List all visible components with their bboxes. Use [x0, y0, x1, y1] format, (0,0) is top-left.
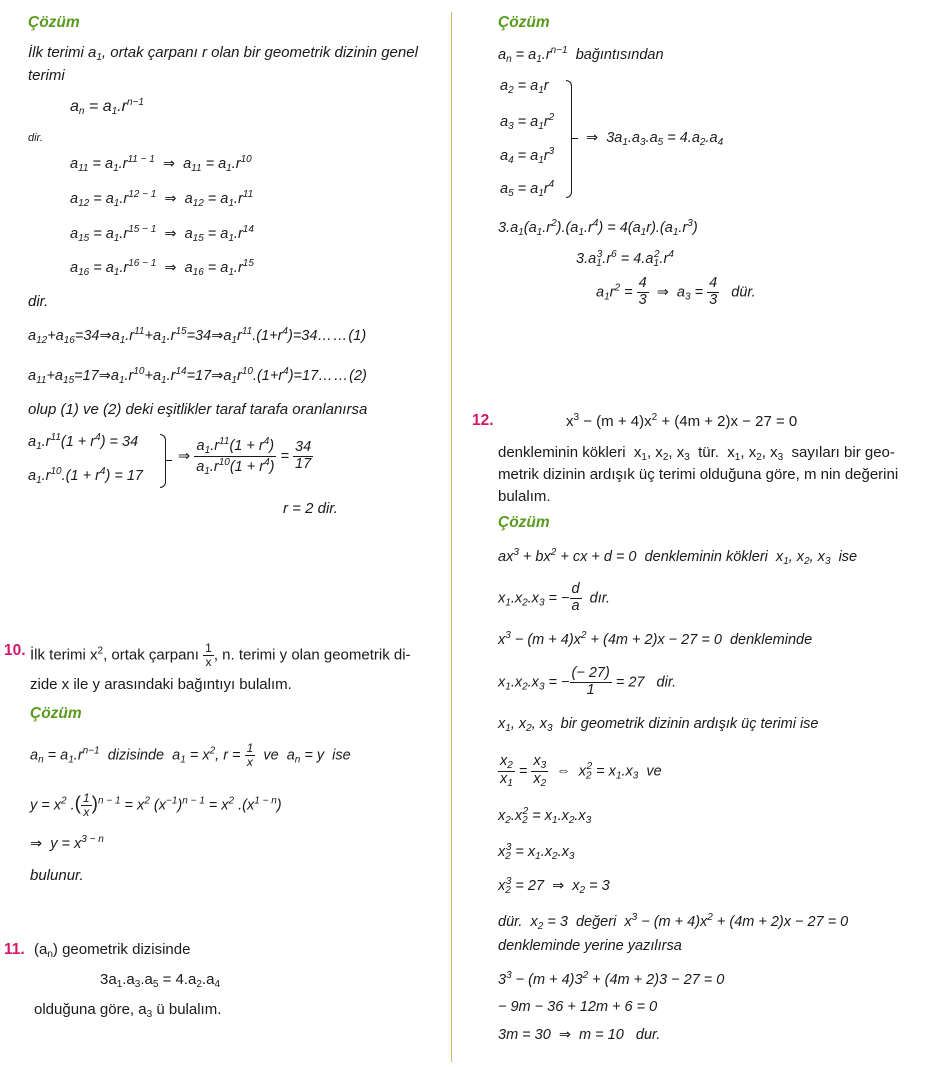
q12-step-3: $x^3 - (m + 4)x^2 + (4m + 2)x - 27 = 0$ denkleminde [498, 630, 813, 648]
sum-equation-1: $a_{12}+a_{16}=34\Rightarrow a_1.r^{11}+a_1.r^{15}=34\Rightarrow a_1r^{11}.(1+r^4)=34\dots\dots(1)$ [28, 326, 367, 346]
equation-a12: $a_{12} = a_1.r^{12 - 1}$ ⇒ $a_{12} = a_1.r^{11}$ [70, 189, 254, 209]
q12-step-8: $x_2^3 = x_1.x_2.x_3$ [498, 842, 575, 862]
s11-implication: ⇒ $3a_1.a_3.a_5 = 4.a_2.a_4$ [586, 130, 724, 148]
equation-a11: $a_{11} = a_1.r^{11 - 1}$ ⇒ $a_{11} = a_1.r^{10}$ [70, 154, 252, 174]
solution-heading-10: Çözüm [30, 705, 82, 722]
ratio-equation: ⇒ $\frac{a_1.r^{11}(1 + r^4)}{a_1.r^{10}(1 + r^4)}$ = $\frac{34}{17}$ [178, 436, 312, 477]
question-12-text-2: metrik dizinin ardışık üç terimi olduğuna göre, m nin değerini [498, 466, 899, 483]
q12-step-14: 3m = 30 ⇒ m = 10 dur. [498, 1027, 661, 1043]
system-line-2: $a_1.r^{10}.(1 + r^4) = 17$ [28, 466, 143, 486]
question-11-text-2: olduğuna göre, $a_3$ ü bulalım. [34, 1001, 222, 1020]
s11-a5: $a_5 = a_1r^4$ [500, 179, 555, 199]
olup-text: olup (1) ve (2) deki eşitlikler taraf tarafa oranlanırsa [28, 401, 368, 418]
q12-step-7: $x_2.x_2^2 = x_1.x_2.x_3$ [498, 806, 592, 826]
brace-tip [166, 460, 172, 461]
sum-equation-2: $a_{11}+a_{15}=17\Rightarrow a_1.r^{10}+a_1.r^{14}=17\Rightarrow a_1r^{10}.(1+r^4)=17\dots\dots(2)$ [28, 366, 367, 386]
q12-step-10: dür. $x_2 = 3$ değeri $x^3 - (m + 4)x^2 + (4m + 2)x - 27 = 0$ [498, 912, 849, 932]
dir-small: dir. [28, 132, 43, 144]
question-10-text: İlk terimi $x^2$, ortak çarpanı $\frac{1}{x}$ , n. terimi y olan geometrik di- [30, 641, 411, 670]
solution-heading-12: Çözüm [498, 514, 550, 531]
solution-heading: Çözüm [28, 14, 80, 31]
brace [160, 434, 166, 488]
question-12-equation: $x^3 - (m + 4)x^2 + (4m + 2)x - 27 = 0$ [566, 412, 798, 430]
column-divider [451, 12, 452, 1062]
question-12-text-3: bulalım. [498, 488, 551, 505]
general-term-formula: $a_n = a_1.r^{n-1}$ [70, 97, 144, 117]
result-r: r = 2 dir. [283, 500, 338, 517]
question-11-text: $(a_n)$ geometrik dizisinde [34, 941, 191, 960]
q12-step-12: $3^3 - (m + 4)3^2 + (4m + 2)3 - 27 = 0$ [498, 970, 725, 988]
q10-equation-1: $a_n = a_1.r^{n-1}$ dizisinde $a_1 = x^2$, r = $\frac{1}{x}$ ve $a_n = y$ ise [30, 741, 351, 770]
question-number-12: 12. [472, 412, 494, 429]
question-number-10: 10. [4, 642, 26, 659]
s11-step-1: $3.a_1(a_1.r^2).(a_1.r^4) = 4(a_1r).(a_1.r^3)$ [498, 218, 698, 238]
q12-step-5: $x_1$, $x_2$, $x_3$ bir geometrik dizinin ardışık üç terimi ise [498, 716, 819, 734]
s11-ref-line: $a_n = a_1.r^{n-1}$ bağıntısından [498, 45, 664, 65]
q12-step-4: $x_1.x_2.x_3$ = − $\frac{(- 27)}{1}$ = 27 dir. [498, 665, 677, 698]
question-10-text-2: zide x ile y arasındaki bağıntıyı bulalım. [30, 676, 292, 693]
q12-step-13: − 9m − 36 + 12m + 6 = 0 [498, 999, 658, 1015]
intro-text-2: terimi [28, 67, 65, 84]
s11-a2: $a_2 = a_1r$ [500, 78, 549, 96]
intro-text: İlk terimi $a_1$, ortak çarpanı r olan bir geometrik dizinin genel [28, 44, 418, 63]
q10-bulunur: bulunur. [30, 867, 84, 884]
q12-step-6: $\frac{x_2}{x_1}$ = $\frac{x_3}{x_2}$ ⇔ $x_2^2 = x_1.x_3$ ve [500, 753, 662, 789]
q12-step-2: $x_1.x_2.x_3$ = − $\frac{d}{a}$ dır. [498, 581, 611, 614]
q10-equation-3: ⇒ $y = x^{3 - n}$ [30, 834, 104, 852]
q12-step-1: $ax^3 + bx^2$ + cx + d = 0 denkleminin kökleri $x_1$, $x_2$, $x_3$ ise [498, 547, 858, 567]
question-12-text-1: denkleminin kökleri $x_1$, $x_2$, $x_3$ tür. $x_1$, $x_2$, $x_3$ sayıları bir geo- [498, 444, 895, 463]
s11-step-2: $3.a_1^3.r^6 = 4.a_1^2.r^4$ [576, 249, 674, 269]
brace [566, 80, 572, 198]
q12-step-11: denkleminde yerine yazılırsa [498, 938, 682, 954]
equation-a16: $a_{16} = a_1.r^{16 - 1}$ ⇒ $a_{16} = a_1.r^{15}$ [70, 258, 254, 278]
solution-heading-11: Çözüm [498, 14, 550, 31]
brace-tip [572, 138, 578, 139]
question-number-11: 11. [4, 941, 25, 958]
q12-step-9: $x_2^3 = 27$ ⇒ $x_2 = 3$ [498, 876, 610, 896]
s11-step-3: $a_1r^2$ = $\frac{4}{3}$ ⇒ $a_3$ = $\frac{4}{3}$ dür. [596, 275, 756, 308]
question-11-equation: $3a_1.a_3.a_5 = 4.a_2.a_4$ [100, 971, 220, 990]
s11-a3: $a_3 = a_1r^2$ [500, 112, 555, 132]
q10-equation-2: $y = x^2$ .( $\frac{1}{x}$ )$^{n - 1} = x^2$ $(x^{-1})^{n - 1} = x^2$ $.(x^{1 - n})$ [30, 791, 282, 820]
s11-a4: $a_4 = a_1r^3$ [500, 146, 555, 166]
equation-a15: $a_{15} = a_1.r^{15 - 1}$ ⇒ $a_{15} = a_1.r^{14}$ [70, 224, 254, 244]
dir-text: dir. [28, 293, 49, 310]
system-line-1: $a_1.r^{11}(1 + r^4) = 34$ [28, 432, 139, 452]
